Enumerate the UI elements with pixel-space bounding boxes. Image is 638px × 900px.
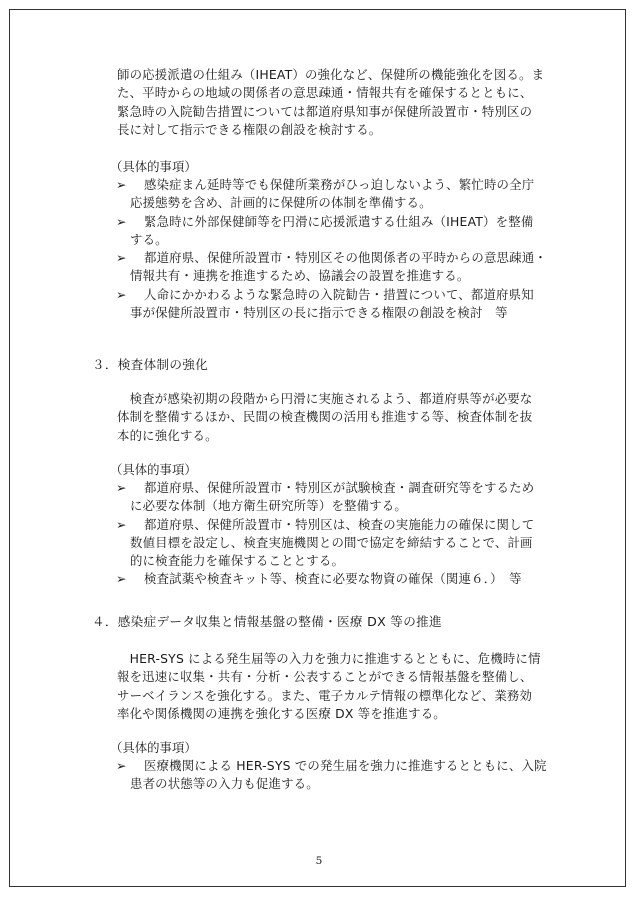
list-item-text: 感染症まん延時等でも保健所業務がひっ迫しないよう、繁忙時の全庁 xyxy=(144,177,535,192)
arrow-bullet-icon: ➢ xyxy=(116,480,127,495)
list-item-text: 都道府県、保健所設置市・特別区は、検査の実施能力の確保に関して xyxy=(144,516,535,532)
page-number: 5 xyxy=(315,855,323,867)
list-item-text: 数値目標を設定し、検査実施機関との間で協定を締結することで、計画 xyxy=(130,534,533,550)
specific-items-list xyxy=(114,479,534,589)
list-item-text: 都道府県、保健所設置市・特別区その他関係者の平時からの意思疎通・ xyxy=(144,250,547,266)
arrow-bullet-icon: ➢ xyxy=(116,177,127,192)
section-heading-4: ４．感染症データ収集と情報基盤の整備・医療 DX 等の推進 xyxy=(92,614,442,629)
list-item-text: 人命にかかわるような緊急時の入院勧告・措置について、都道府県知 xyxy=(144,286,534,302)
list-item-text: 緊急時に外部保健師等を円滑に応援派遣する仕組み（IHEAT）を整備 xyxy=(144,213,534,229)
specific-items-list xyxy=(114,176,547,322)
specific-items-heading: （具体的事項） xyxy=(110,159,197,174)
list-item-text: に必要な体制（地方衛生研究所等）を整備する。 xyxy=(130,498,407,514)
arrow-bullet-icon: ➢ xyxy=(116,758,127,773)
list-item xyxy=(114,479,534,516)
arrow-bullet-icon: ➢ xyxy=(116,286,127,302)
specific-items-heading: （具体的事項） xyxy=(110,740,197,755)
intro-line: 長に対して指示できる権限の創設を検討する。 xyxy=(117,121,382,137)
list-item xyxy=(114,286,547,323)
section3-paragraph xyxy=(117,390,533,445)
arrow-bullet-icon: ➢ xyxy=(116,571,127,587)
list-item xyxy=(114,516,534,571)
section4-paragraph xyxy=(117,650,541,723)
section3-line: 体制を整備するほか、民間の検査機関の活用も推進する等、検査体制を抜 xyxy=(117,409,533,425)
arrow-bullet-icon: ➢ xyxy=(116,250,127,266)
list-item xyxy=(114,213,547,250)
intro-line: た、平時からの地域の関係者の意思疎通・情報共有を確保するとともに、 xyxy=(117,85,533,101)
list-item-text: する。 xyxy=(130,231,168,247)
list-item-text: 的に検査能力を確保することとする。 xyxy=(130,553,345,569)
section4-line: 報を迅速に収集・共有・分析・公表することができる情報基盤を整備し、 xyxy=(117,669,533,685)
list-item-text: 検査試薬や検査キット等、検査に必要な物資の確保（関連６．） 等 xyxy=(144,571,522,587)
specific-items-heading: （具体的事項） xyxy=(110,462,197,477)
page-border xyxy=(9,9,626,887)
list-item xyxy=(114,249,547,286)
section3-line: 検査が感染初期の段階から円滑に実施されるよう、都道府県等が必要な xyxy=(117,391,533,406)
section4-line: 率化や関係機関の連携を強化する医療 DX 等を推進する。 xyxy=(117,705,446,721)
intro-paragraph xyxy=(117,66,544,139)
list-item-text: 応援態勢を含め、計画的に保健所の体制を準備する。 xyxy=(130,195,432,211)
arrow-bullet-icon: ➢ xyxy=(116,213,127,229)
arrow-bullet-icon: ➢ xyxy=(116,516,127,532)
specific-items-list xyxy=(114,757,547,794)
list-item xyxy=(114,570,534,588)
list-item xyxy=(114,176,547,213)
section4-line: HER-SYS による発生届等の入力を強力に推進するとともに、危機時に情 xyxy=(117,651,541,666)
list-item-text: 事が保健所設置市・特別区の長に指示できる権限の創設を検討 等 xyxy=(130,305,508,321)
list-item-text: 都道府県、保健所設置市・特別区が試験検査・調査研究等をするため xyxy=(144,480,535,495)
list-item-text: 医療機関による HER-SYS での発生届を強力に推進するとともに、入院 xyxy=(144,758,547,773)
intro-line: 師の応援派遣の仕組み（IHEAT）の強化など、保健所の機能強化を図る。ま xyxy=(117,67,545,82)
section3-line: 本的に強化する。 xyxy=(117,427,218,443)
section4-line: サーベイランスを強化する。また、電子カルテ情報の標準化など、業務効 xyxy=(117,687,533,703)
list-item-text: 患者の状態等の入力も促進する。 xyxy=(130,776,319,792)
intro-line: 緊急時の入院勧告措置については都道府県知事が保健所設置市・特別区の xyxy=(117,103,533,119)
list-item-text: 情報共有・連携を推進するため、協議会の設置を推進する。 xyxy=(130,268,470,284)
list-item xyxy=(114,757,547,794)
section-heading-3: ３．検査体制の強化 xyxy=(92,357,209,372)
